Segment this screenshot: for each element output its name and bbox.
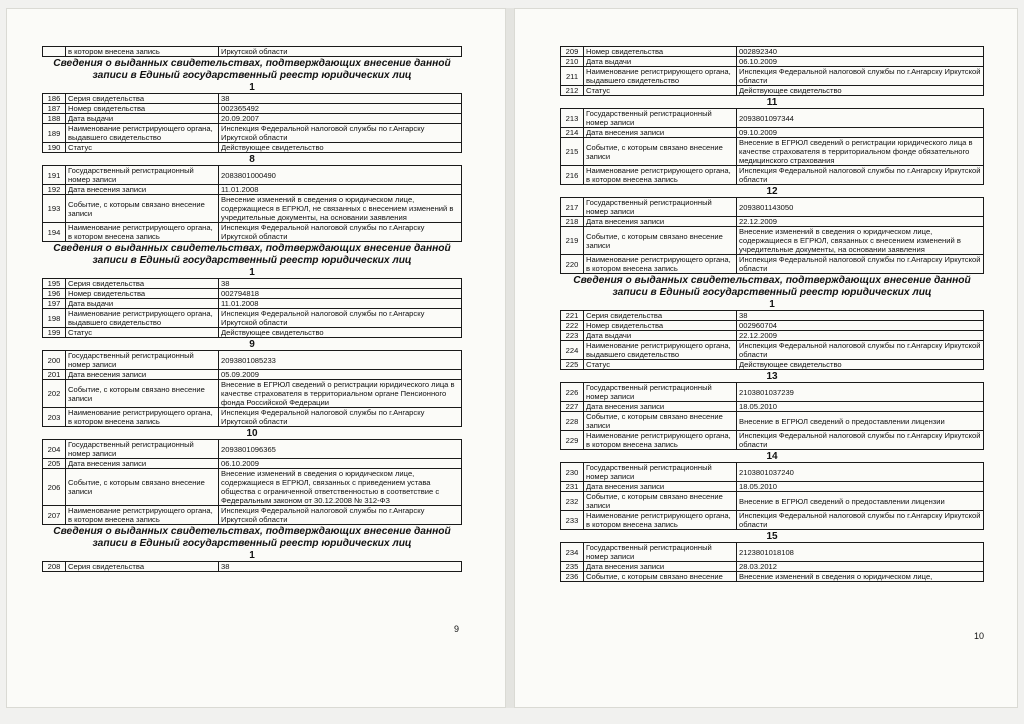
row-number: 212 xyxy=(561,86,584,96)
row-value: Инспекция Федеральной налоговой службы по г.Ангарску Иркутской области xyxy=(737,511,984,530)
row-label: Статус xyxy=(66,143,219,153)
row-number: 208 xyxy=(43,562,66,572)
row-number: 228 xyxy=(561,412,584,431)
row-number: 188 xyxy=(43,114,66,124)
row-number: 193 xyxy=(43,195,66,223)
record-table xyxy=(560,197,984,274)
row-value: 002365492 xyxy=(219,104,462,114)
row-label: Дата выдачи xyxy=(584,331,737,341)
table-row xyxy=(43,143,462,153)
row-number: 225 xyxy=(561,360,584,370)
row-label: Государственный регистрационный номер записи xyxy=(66,440,219,459)
table-row xyxy=(561,492,984,511)
row-number: 191 xyxy=(43,166,66,185)
table-row xyxy=(561,255,984,274)
row-label: Событие, с которым связано внесение записи xyxy=(66,195,219,223)
table-row xyxy=(561,198,984,217)
row-value: Иркутской области xyxy=(219,47,462,57)
row-number: 215 xyxy=(561,138,584,166)
row-label: Номер свидетельства xyxy=(584,321,737,331)
row-number: 199 xyxy=(43,328,66,338)
section-heading: Сведения о выданных свидетельствах, подтверждающих внесение данной записи в Единый государственный реестр юридических лиц xyxy=(573,275,971,298)
row-label: Наименование регистрирующего органа, в котором внесена запись xyxy=(584,255,737,274)
row-number: 210 xyxy=(561,57,584,67)
row-value: 002960704 xyxy=(737,321,984,331)
row-value: 11.01.2008 xyxy=(219,185,462,195)
table-row xyxy=(561,360,984,370)
row-label: Дата внесения записи xyxy=(584,562,737,572)
table-row xyxy=(43,124,462,143)
row-label: Государственный регистрационный номер записи xyxy=(584,383,737,402)
row-value: 06.10.2009 xyxy=(737,57,984,67)
row-label: Событие, с которым связано внесение записи xyxy=(66,469,219,506)
row-label: Государственный регистрационный номер записи xyxy=(66,351,219,370)
table-row xyxy=(43,279,462,289)
record-table xyxy=(560,108,984,185)
row-number: 233 xyxy=(561,511,584,530)
row-label: Событие, с которым связано внесение записи xyxy=(584,138,737,166)
row-value: 2093801085233 xyxy=(219,351,462,370)
page-right-content xyxy=(560,46,984,582)
row-value: 06.10.2009 xyxy=(219,459,462,469)
table-row xyxy=(43,166,462,185)
row-value: Инспекция Федеральной налоговой службы по г.Ангарску Иркутской области xyxy=(219,408,462,427)
table-row xyxy=(561,511,984,530)
table-row xyxy=(43,440,462,459)
group-number: 9 xyxy=(249,339,255,350)
row-number: 211 xyxy=(561,67,584,86)
row-number: 203 xyxy=(43,408,66,427)
group-number: 1 xyxy=(249,550,255,561)
row-number: 222 xyxy=(561,321,584,331)
table-row xyxy=(43,104,462,114)
row-value: Внесение изменений в сведения о юридическом лице, xyxy=(737,572,984,582)
record-table xyxy=(560,310,984,370)
row-value: Инспекция Федеральной налоговой службы по г.Ангарску Иркутской области xyxy=(737,431,984,450)
row-number: 226 xyxy=(561,383,584,402)
row-number: 192 xyxy=(43,185,66,195)
table-row xyxy=(43,114,462,124)
row-number: 204 xyxy=(43,440,66,459)
page-left xyxy=(6,8,506,708)
row-value: 002794818 xyxy=(219,289,462,299)
row-value: 05.09.2009 xyxy=(219,370,462,380)
row-number: 213 xyxy=(561,109,584,128)
row-number: 186 xyxy=(43,94,66,104)
table-row xyxy=(561,109,984,128)
row-label: Наименование регистрирующего органа, выдавшего свидетельство xyxy=(66,124,219,143)
row-label: Серия свидетельства xyxy=(66,562,219,572)
row-value: Действующее свидетельство xyxy=(737,360,984,370)
row-label: Наименование регистрирующего органа, выдавшего свидетельство xyxy=(584,67,737,86)
record-table xyxy=(42,278,462,338)
table-row xyxy=(43,408,462,427)
row-number: 217 xyxy=(561,198,584,217)
row-value: 09.10.2009 xyxy=(737,128,984,138)
group-number: 10 xyxy=(246,428,258,439)
row-number: 229 xyxy=(561,431,584,450)
row-label: Наименование регистрирующего органа, в котором внесена запись xyxy=(584,431,737,450)
row-value: Внесение в ЕГРЮЛ сведений о предоставлении лицензии xyxy=(737,492,984,511)
row-label: Дата выдачи xyxy=(66,299,219,309)
table-row xyxy=(43,223,462,242)
row-value: 38 xyxy=(737,311,984,321)
table-row xyxy=(561,341,984,360)
row-label: Событие, с которым связано внесение xyxy=(584,572,737,582)
section-heading: Сведения о выданных свидетельствах, подтверждающих внесение данной записи в Единый государственный реестр юридических лиц xyxy=(53,58,451,81)
row-number: 190 xyxy=(43,143,66,153)
row-label: Событие, с которым связано внесение записи xyxy=(584,492,737,511)
row-value: 2093801096365 xyxy=(219,440,462,459)
table-row xyxy=(561,402,984,412)
table-row xyxy=(561,412,984,431)
row-label: Дата внесения записи xyxy=(584,217,737,227)
row-number: 221 xyxy=(561,311,584,321)
record-table xyxy=(42,561,462,572)
row-label: Наименование регистрирующего органа, выдавшего свидетельство xyxy=(584,341,737,360)
row-label: Событие, с которым связано внесение записи xyxy=(584,227,737,255)
page-left-content xyxy=(42,46,462,572)
table-row xyxy=(43,370,462,380)
row-value: 2093801143050 xyxy=(737,198,984,217)
row-label: Статус xyxy=(66,328,219,338)
row-label: Наименование регистрирующего органа, в котором внесена запись xyxy=(66,408,219,427)
row-number: 202 xyxy=(43,380,66,408)
row-label: Наименование регистрирующего органа, выдавшего свидетельство xyxy=(66,309,219,328)
table-row xyxy=(561,86,984,96)
row-label: Наименование регистрирующего органа, в котором внесена запись xyxy=(584,511,737,530)
table-row xyxy=(561,562,984,572)
table-row xyxy=(43,299,462,309)
row-value: Инспекция Федеральной налоговой службы по г.Ангарску Иркутской области xyxy=(737,67,984,86)
row-number: 198 xyxy=(43,309,66,328)
row-number: 230 xyxy=(561,463,584,482)
group-number: 1 xyxy=(249,82,255,93)
row-value: 28.03.2012 xyxy=(737,562,984,572)
row-value: Внесение в ЕГРЮЛ сведений о предоставлении лицензии xyxy=(737,412,984,431)
row-number: 206 xyxy=(43,469,66,506)
row-number: 200 xyxy=(43,351,66,370)
row-value: Инспекция Федеральной налоговой службы по г.Ангарску Иркутской области xyxy=(219,506,462,525)
table-row xyxy=(561,217,984,227)
table-row xyxy=(43,506,462,525)
row-value: 2103801037240 xyxy=(737,463,984,482)
row-number: 201 xyxy=(43,370,66,380)
record-table xyxy=(560,46,984,96)
row-label: Дата выдачи xyxy=(584,57,737,67)
row-number: 231 xyxy=(561,482,584,492)
row-number: 205 xyxy=(43,459,66,469)
table-row xyxy=(561,227,984,255)
row-value: Действующее свидетельство xyxy=(219,328,462,338)
row-label: Наименование регистрирующего органа, в котором внесена запись xyxy=(584,166,737,185)
row-value: Внесение изменений в сведения о юридическом лице, содержащиеся в ЕГРЮЛ, связанных с внесением изменений в учредительные документы, на основании заявления xyxy=(737,227,984,255)
row-value: 22.12.2009 xyxy=(737,331,984,341)
table-row xyxy=(561,572,984,582)
group-number: 13 xyxy=(766,371,778,382)
record-table xyxy=(560,542,984,582)
table-row xyxy=(43,380,462,408)
row-value: Внесение в ЕГРЮЛ сведений о регистрации юридического лица в качестве страхователя в территориальном органе Пенсионного фонда Российской Федерации xyxy=(219,380,462,408)
record-table xyxy=(42,439,462,525)
row-label: Номер свидетельства xyxy=(66,289,219,299)
row-value: 002892340 xyxy=(737,47,984,57)
group-number: 11 xyxy=(766,97,778,108)
record-table xyxy=(42,165,462,242)
row-value: Инспекция Федеральной налоговой службы по г.Ангарску Иркутской области xyxy=(737,166,984,185)
row-value: 22.12.2009 xyxy=(737,217,984,227)
row-number: 195 xyxy=(43,279,66,289)
row-label: Наименование регистрирующего органа, в котором внесена запись xyxy=(66,506,219,525)
record-table xyxy=(42,93,462,153)
row-number: 218 xyxy=(561,217,584,227)
row-value: 11.01.2008 xyxy=(219,299,462,309)
row-number: 220 xyxy=(561,255,584,274)
group-number: 8 xyxy=(249,154,255,165)
row-label: Дата внесения записи xyxy=(66,459,219,469)
row-value: Внесение изменений в сведения о юридическом лице, содержащиеся в ЕГРЮЛ, связанных с приведением устава общества с ограниченной ответственностью в соответствие с Федеральным законом от 30.12.2008 № 312-ФЗ xyxy=(219,469,462,506)
row-label: Серия свидетельства xyxy=(584,311,737,321)
group-number: 1 xyxy=(769,299,775,310)
row-number: 189 xyxy=(43,124,66,143)
row-label: Государственный регистрационный номер записи xyxy=(66,166,219,185)
row-label: Статус xyxy=(584,86,737,96)
table-row xyxy=(561,311,984,321)
section-heading: Сведения о выданных свидетельствах, подтверждающих внесение данной записи в Единый государственный реестр юридических лиц xyxy=(53,526,451,549)
row-label: Государственный регистрационный номер записи xyxy=(584,463,737,482)
table-row xyxy=(561,47,984,57)
row-label: Номер свидетельства xyxy=(584,47,737,57)
table-row xyxy=(561,128,984,138)
row-number: 234 xyxy=(561,543,584,562)
row-value: 18.05.2010 xyxy=(737,402,984,412)
row-number: 235 xyxy=(561,562,584,572)
group-number: 12 xyxy=(766,186,778,197)
row-label: Государственный регистрационный номер записи xyxy=(584,543,737,562)
group-number: 15 xyxy=(766,531,778,542)
table-row xyxy=(43,47,462,57)
row-number xyxy=(43,47,66,57)
table-row xyxy=(43,351,462,370)
page-number: 9 xyxy=(454,624,460,634)
page-binding-gutter xyxy=(506,8,514,708)
table-row xyxy=(561,431,984,450)
row-label: Серия свидетельства xyxy=(66,94,219,104)
table-row xyxy=(561,67,984,86)
table-row xyxy=(43,309,462,328)
row-label: Событие, с которым связано внесение записи xyxy=(66,380,219,408)
row-number: 227 xyxy=(561,402,584,412)
row-value: Инспекция Федеральной налоговой службы по г.Ангарску Иркутской области xyxy=(737,341,984,360)
table-row xyxy=(43,562,462,572)
table-row xyxy=(561,166,984,185)
row-number: 216 xyxy=(561,166,584,185)
group-number: 1 xyxy=(249,267,255,278)
row-number: 197 xyxy=(43,299,66,309)
row-value: 2083801000490 xyxy=(219,166,462,185)
table-row xyxy=(561,321,984,331)
row-value: Инспекция Федеральной налоговой службы по г.Ангарску Иркутской области xyxy=(219,223,462,242)
record-table xyxy=(560,382,984,450)
row-number: 223 xyxy=(561,331,584,341)
row-number: 187 xyxy=(43,104,66,114)
row-label: Наименование регистрирующего органа, в котором внесена запись xyxy=(66,223,219,242)
row-value: Внесение в ЕГРЮЛ сведений о регистрации юридического лица в качестве страхователя в территориальном фонде обязательного медицинского страхования xyxy=(737,138,984,166)
row-label: Дата внесения записи xyxy=(584,482,737,492)
row-label: Событие, с которым связано внесение записи xyxy=(584,412,737,431)
row-value: 2093801097344 xyxy=(737,109,984,128)
table-row xyxy=(561,482,984,492)
record-table xyxy=(560,462,984,530)
table-row xyxy=(561,543,984,562)
table-row xyxy=(43,195,462,223)
row-number: 232 xyxy=(561,492,584,511)
row-value: Инспекция Федеральной налоговой службы по г.Ангарску Иркутской области xyxy=(219,309,462,328)
table-row xyxy=(43,459,462,469)
row-label: Дата внесения записи xyxy=(584,402,737,412)
row-value: Инспекция Федеральной налоговой службы по г.Ангарску Иркутской области xyxy=(219,124,462,143)
page-number: 10 xyxy=(974,631,985,641)
table-row xyxy=(43,289,462,299)
row-label: Статус xyxy=(584,360,737,370)
row-value: 38 xyxy=(219,279,462,289)
table-row xyxy=(561,331,984,341)
row-label: Государственный регистрационный номер записи xyxy=(584,198,737,217)
row-number: 196 xyxy=(43,289,66,299)
table-row xyxy=(561,463,984,482)
table-row xyxy=(561,383,984,402)
record-table xyxy=(42,46,462,57)
row-label: Дата выдачи xyxy=(66,114,219,124)
row-value: 2123801018108 xyxy=(737,543,984,562)
row-label: Государственный регистрационный номер записи xyxy=(584,109,737,128)
row-value: Инспекция Федеральной налоговой службы по г.Ангарску Иркутской области xyxy=(737,255,984,274)
row-label: в котором внесена запись xyxy=(66,47,219,57)
table-row xyxy=(43,328,462,338)
page-right xyxy=(514,8,1018,708)
table-row xyxy=(43,469,462,506)
row-value: Действующее свидетельство xyxy=(737,86,984,96)
row-number: 207 xyxy=(43,506,66,525)
row-value: Действующее свидетельство xyxy=(219,143,462,153)
group-number: 14 xyxy=(766,451,778,462)
table-row xyxy=(43,94,462,104)
table-row xyxy=(43,185,462,195)
row-number: 214 xyxy=(561,128,584,138)
record-table xyxy=(42,350,462,427)
row-value: 38 xyxy=(219,562,462,572)
row-label: Дата внесения записи xyxy=(66,370,219,380)
row-label: Дата внесения записи xyxy=(66,185,219,195)
row-label: Дата внесения записи xyxy=(584,128,737,138)
row-label: Номер свидетельства xyxy=(66,104,219,114)
row-number: 224 xyxy=(561,341,584,360)
row-value: Внесение изменений в сведения о юридическом лице, содержащиеся в ЕГРЮЛ, не связанных с внесением изменений в учредительные документы, на основании заявления xyxy=(219,195,462,223)
table-row xyxy=(561,57,984,67)
row-value: 38 xyxy=(219,94,462,104)
row-value: 18.05.2010 xyxy=(737,482,984,492)
row-value: 2103801037239 xyxy=(737,383,984,402)
row-number: 194 xyxy=(43,223,66,242)
row-number: 219 xyxy=(561,227,584,255)
row-label: Серия свидетельства xyxy=(66,279,219,289)
table-row xyxy=(561,138,984,166)
row-number: 236 xyxy=(561,572,584,582)
row-number: 209 xyxy=(561,47,584,57)
row-value: 20.09.2007 xyxy=(219,114,462,124)
section-heading: Сведения о выданных свидетельствах, подтверждающих внесение данной записи в Единый государственный реестр юридических лиц xyxy=(53,243,451,266)
